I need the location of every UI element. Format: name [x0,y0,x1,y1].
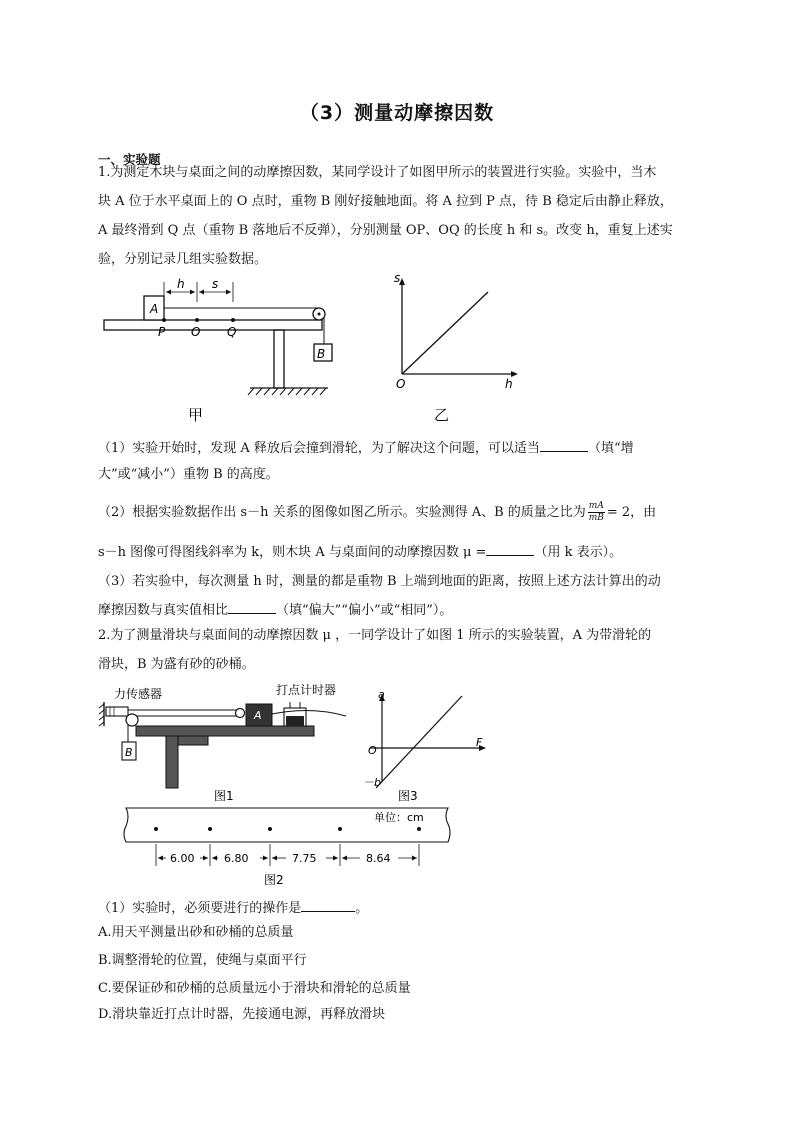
q2-stem-line-1: 2.为了测量滑块与桌面间的动摩擦因数 μ ，一同学设计了如图 1 所示的实验装置，A 为带滑轮的 [98,628,652,643]
intercept-label: －b [363,776,381,789]
timer-label: 打点计时器 [276,684,337,697]
label-s: s [212,277,219,291]
fig-jia-caption: 甲 [188,406,204,424]
slider-pulley [236,709,245,718]
page-title: （3）测量动摩擦因数 [299,102,495,124]
fig1-caption: 图1 [214,789,234,803]
q1-part3-text-b: 摩擦因数与真实值相比 [98,603,229,618]
mass-ratio-fraction [588,501,605,524]
s-h-line [402,292,488,374]
q1-part3-line2 [98,599,698,621]
q1-part2-blank[interactable] [486,541,534,556]
q1-stem-line-2: 块 A 位于水平桌面上的 O 点时，重物 B 刚好接触地面。将 A 拉到 P 点，待 B 稳定后由静止释放， [98,194,673,209]
x-axis-label: h [505,377,513,391]
q1-stem-line-4: 验，分别记录几组实验数据。 [98,252,268,267]
ground-hatch [248,388,326,395]
q1-stem-line-3: A 最终滑到 Q 点（重物 B 落地后不反弹），分别测量 OP、OQ 的长度 h 和 s。改变 h，重复上述实 [98,223,673,238]
q1-part2-line1 [98,501,698,524]
table-brace [178,736,208,745]
option-d[interactable]: D.滑块靠近打点计时器，先接通电源，再释放滑块 [98,1007,386,1022]
fig3-caption: 图3 [398,789,418,803]
q1-part3-text-c: （填“偏大”“偏小”或“相同”）。 [276,603,453,618]
table-post [166,736,178,788]
section-heading: 一、实验题 [98,152,161,167]
f-axis-label: F [476,736,483,749]
tape-dot [208,827,212,831]
tape-dot [338,827,342,831]
a-axis-label: a [378,688,385,701]
weight-b-label: B [317,347,326,361]
q1-part1-text-b: （填“增 [587,441,634,456]
label-h: h [177,277,185,291]
q1-part2-text-b: = 2，由 [606,505,657,520]
q1-part1-line2: 大”或“减小”）重物 B 的高度。 [98,467,279,482]
q2-figure-1 [96,684,360,806]
slider-a-label: A [254,709,262,722]
table-leg [274,330,284,388]
table-top [104,320,322,330]
fig2-caption: 图2 [264,873,284,887]
spacing-1: 6.00 [170,852,195,865]
origin-label: O [396,377,406,391]
label-p: P [158,325,166,339]
q2-part1-blank[interactable] [301,897,355,912]
q2-part1-end: 。 [355,901,369,916]
point-q [231,318,235,322]
spacing-2: 6.80 [224,852,249,865]
paper-tape [272,710,346,716]
tape-dots [154,827,421,831]
spacing-4: 8.64 [366,852,391,865]
force-sensor-label: 力传感器 [114,687,163,701]
q1-figure-jia [100,274,350,426]
frac-numerator: mA [588,501,604,511]
bucket-b-label: B [125,746,133,759]
q1-part2-line2 [98,541,698,563]
q1-part1-text-a: （1）实验开始时，发现 A 释放后会撞到滑轮，为了解决这个问题，可以适当 [98,441,540,456]
q1-stem-line-1: 1.为测定木块与桌面之间的动摩擦因数，某同学设计了如图甲所示的装置进行实验。实验中，当木 [98,165,657,180]
q2-part1-text: （1）实验时，必须要进行的操作是 [98,901,302,916]
label-o: O [191,325,201,339]
q1-part2-text-a: （2）根据实验数据作出 s－h 关系的图像如图乙所示。实验测得 A、B 的质量之比为 [98,505,586,520]
q1-part3-blank[interactable] [228,599,276,614]
tape-dot [417,827,421,831]
q2-part1 [98,897,698,919]
table-board [136,726,314,736]
point-p [162,318,166,322]
q2-figure-2 [118,804,458,890]
frac-denominator: mB [588,513,604,523]
option-a[interactable]: A.用天平测量出砂和砂桶的总质量 [98,925,294,940]
block-a-label: A [150,302,159,316]
q2-stem-line-2: 滑块，B 为盛有砂的砂桶。 [98,657,255,672]
q1-part2-text-c: s－h 图像可得图线斜率为 k，则木块 A 与桌面间的动摩擦因数 μ = [98,545,487,560]
y-axis-label: s [394,272,401,285]
tape-dot [268,827,272,831]
a-f-line [376,696,462,788]
unit-label: 单位：cm [374,811,424,824]
spacing-3: 7.75 [292,852,317,865]
q1-part2-text-d: （用 k 表示）。 [534,545,623,560]
q1-stem [98,158,698,274]
q1-part3-line1: （3）若实验中，每次测量 h 时，测量的都是重物 B 上端到地面的距离，按照上述方法计算出的动 [98,574,661,589]
fig3-origin-label: O [368,744,377,757]
label-q: Q [227,325,237,339]
q1-part1-blank[interactable] [540,437,588,452]
force-sensor [106,707,128,716]
fig-yi-caption: 乙 [434,406,450,424]
q1-figure-yi [390,272,530,426]
tape-dot [154,827,158,831]
q1-part1-line1 [98,437,698,459]
point-o [195,318,199,322]
option-b[interactable]: B.调整滑轮的位置，使绳与桌面平行 [98,953,307,968]
option-c[interactable]: C.要保证砂和砂桶的总质量远小于滑块和滑轮的总质量 [98,981,411,996]
q2-figure-3 [362,686,490,808]
